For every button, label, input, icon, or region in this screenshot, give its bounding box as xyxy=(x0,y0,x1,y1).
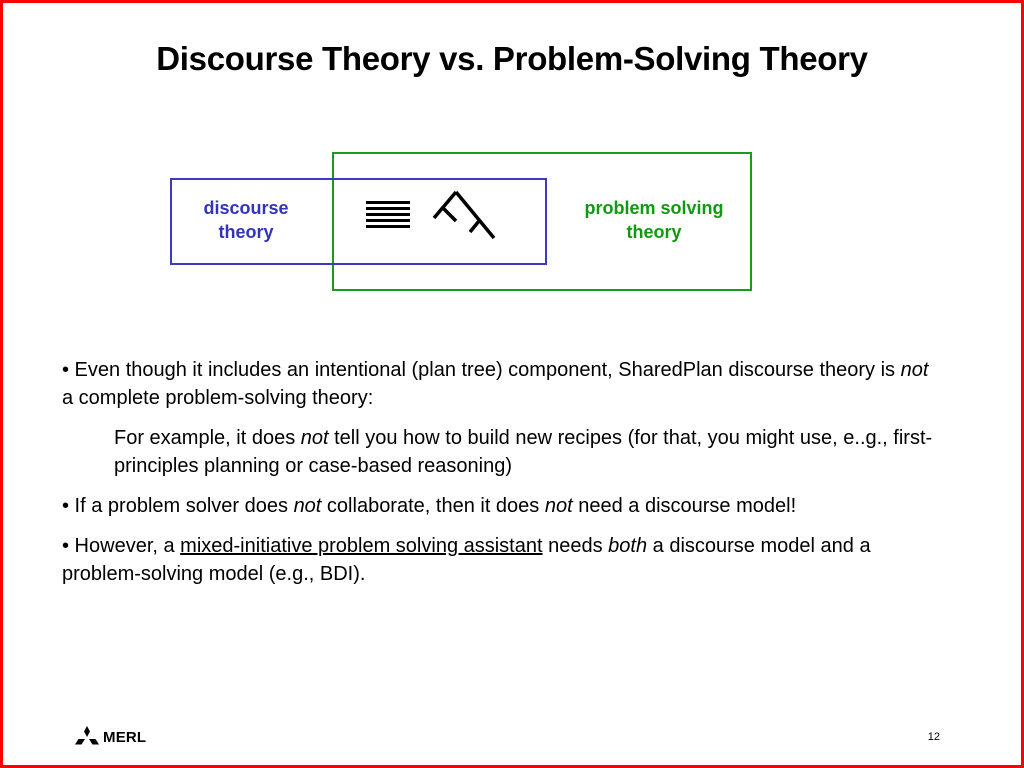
problem-solving-theory-label: problem solving theory xyxy=(584,198,724,242)
merl-logo xyxy=(74,726,146,748)
slide-title: Discourse Theory vs. Problem-Solving Theory xyxy=(156,40,868,77)
bullet-intentional-component: • Even though it includes an intentional (plan tree) component, SharedPlan discourse theory is not a complete problem-solving theory: xyxy=(62,359,929,409)
discourse-theory-label: discourse theory xyxy=(203,198,289,242)
plan-tree-icon xyxy=(430,188,500,244)
example-paragraph: For example, it does not tell you how to build new recipes (for that, you might use, e..g., first-principles planning or case-based reasoning) xyxy=(114,427,933,477)
bullet-mixed-initiative: • However, a mixed-initiative problem solving assistant needs both a discourse model and a problem-solving model (e.g., BDI). xyxy=(62,535,871,585)
bullet-collaborate: • If a problem solver does not collaborate, then it does not need a discourse model! xyxy=(62,495,797,517)
merl-logo-text: MERL xyxy=(103,728,147,746)
stacked-lines-icon xyxy=(366,201,412,231)
slide-body xyxy=(62,356,942,600)
page-number: 12 xyxy=(927,731,940,743)
mitsubishi-diamonds-icon xyxy=(74,726,100,748)
